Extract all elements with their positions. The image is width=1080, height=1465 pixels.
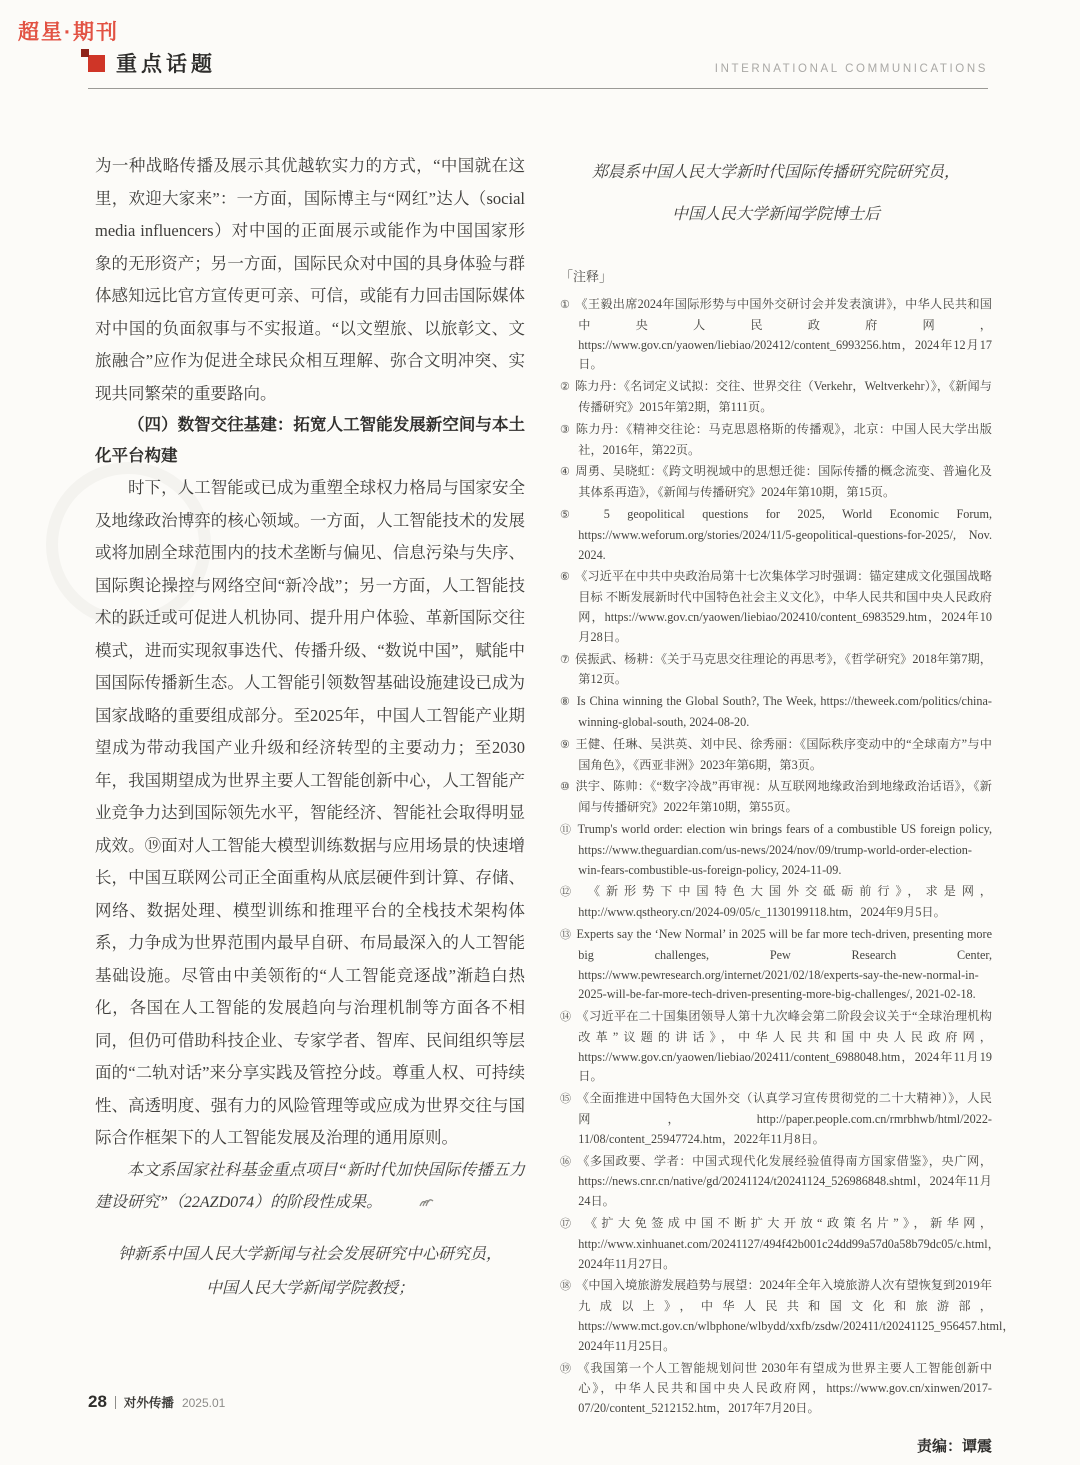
note-marker: ⑮	[560, 1093, 572, 1106]
note-marker: ⑬	[560, 928, 572, 941]
note-marker: ⑤	[560, 508, 585, 521]
note-marker: ⑧	[560, 696, 571, 709]
note-item: ⑯ 《多国政要、学者：中国式现代化发展经验值得南方国家借鉴》，央广网，https://news.cnr.cn/native/gd/20241124/t20241124_526986848.shtml，2024年11月24日。	[560, 1153, 993, 1209]
footer-divider	[115, 1396, 116, 1409]
funding-note	[95, 1155, 525, 1220]
notes-list	[560, 295, 1015, 1419]
left-column	[95, 150, 525, 1306]
note-marker: ⑩	[560, 781, 571, 794]
header-rule	[88, 88, 988, 89]
note-item: ④ 周勇、吴晓虹：《跨文明视域中的思想迁徙：国际传播的概念流变、普遍化及其体系再造》，《新闻与传播研究》2024年第10期，第15页。	[560, 464, 992, 500]
note-marker: ⑯	[560, 1155, 572, 1168]
note-marker: ②	[560, 381, 570, 394]
note-item: ② 陈力丹：《名词定义试拟：交往、世界交往（Verkehr，Weltverkehr）》，《新闻与传播研究》2015年第2期，第111页。	[560, 379, 992, 414]
small-red-square-icon	[81, 49, 89, 57]
note-marker: ⑲	[560, 1362, 572, 1375]
note-item: ⑲ 《我国第一个人工智能规划问世 2030年有望成为世界主要人工智能创新中心》，中华人民共和国中央人民政府网，https://www.gov.cn/xinwen/2017-07/20/content_5212152.htm，2017年7月20日。	[560, 1360, 993, 1416]
note-item: ① 《王毅出席2024年国际形势与中国外交研讨会并发表演讲》，中华人民共和国中央人民政府网，https://www.gov.cn/yaowen/liebiao/202412/content_6993256.htm，2024年12月17日。	[560, 297, 992, 372]
note-item: ⑩ 洪宇、陈帅：《“数字冷战”再审视：从互联网地缘政治到地缘政治话语》，《新闻与传播研究》2022年第10期，第55页。	[560, 779, 992, 815]
funding-note-text: 本文系国家社科基金重点项目“新时代加快国际传播五力建设研究”（22AZD074）的阶段性成果。	[95, 1161, 525, 1211]
editor-credit: 责编：谭震	[916, 1438, 992, 1456]
page-header	[88, 48, 988, 78]
note-marker: ⑫	[560, 886, 577, 899]
note-item: ⑦ 侯振武、杨耕：《关于马克思交往理论的再思考》，《哲学研究》2018年第7期，第12页。	[560, 651, 992, 687]
platform-watermark: 超星·期刊	[18, 21, 119, 44]
body-paragraph: 为一种战略传播及展示其优越软实力的方式，“中国就在这里，欢迎大家来”：一方面，国际博主与“网红”达人（social media influencers）对中国的正面展示或能作为中国国家形象的无形资产；另一方面，国际民众对中国的具身体验与群体感知远比官方宣传更可亲、可信，或能有力回击国际媒体对中国的负面叙事与不实报道。“以文塑旅、以旅彰文、文旅融合”应作为促进全球民众相互理解、弥合文明冲突、实现共同繁荣的重要路向。	[95, 156, 525, 403]
note-marker: ⑰	[560, 1218, 576, 1231]
author-affiliation-right	[560, 152, 992, 236]
note-marker: ⑦	[560, 653, 570, 666]
note-item: ⑬ Experts say the ‘New Normal’ in 2025 will be far more tech-driven, presenting more big challenges, Pew Research Center, https://www.pewresearch.org/internet/2021/02/18/experts-say-the-new-normal-in-2025-will-be-far-more-tech-driven-presenting-more-big-challenges/, 2021-02-18.	[560, 926, 992, 1002]
note-item: ⑭ 《习近平在二十国集团领导人第十九次峰会第二阶段会议关于“全球治理机构改革”议题的讲话》，中华人民共和国中央人民政府网，https://www.gov.cn/yaowen/liebiao/202411/content_6988048.htm，2024年11月19日。	[560, 1009, 992, 1084]
note-marker: ④	[560, 466, 571, 479]
journal-name: 对外传播	[123, 1396, 174, 1410]
note-marker: ③	[560, 423, 571, 436]
note-marker: ⑱	[560, 1280, 572, 1293]
body-paragraph: 时下，人工智能或已成为重塑全球权力格局与国家安全及地缘政治博弈的核心领域。一方面，人工智能技术的发展或将加剧全球范围内的技术垄断与偏见、信息污染与失序、国际舆论操控与网络空间“新冷战”；另一方面，人工智能技术的跃迁或可促进人机协同、提升用户体验、革新国际交往模式，进而实现叙事迭代、传播升级、“数说中国”，赋能中国国际传播新生态。人工智能引领数智基础设施建设已成为国家战略的重要组成部分。至2025年，中国人工智能产业期望成为带动我国产业升级和经济转型的主要动力；至2030年，我国期望成为世界主要人工智能创新中心，人工智能产业竞争力达到国际领先水平，智能经济、智能社会取得明显成效。⑲面对人工智能大模型训练数据与应用场景的快速增长，中国互联网公司正全面重构从底层硬件到计算、存储、网络、数据处理、模型训练和推理平台的全栈技术架构体系，力争成为世界范围内最早自研、布局最深入的人工智能基础设施。尽管由中美领衔的“人工智能竞逐战”渐趋白热化，各国在人工智能的发展趋向与治理机制等方面各不相同，但仍可借助科技企业、专家学者、智库、民间组织等层面的“二轨对话”来分享实践及管控分歧。尊重人权、可持续性、高透明度、强有力的风险管理等或应成为世界交往与国际合作框架下的人工智能发展及治理的通用原则。	[95, 478, 525, 1147]
note-item: ③ 陈力丹：《精神交往论：马克思恩格斯的传播观》，北京：中国人民大学出版社，2016年，第22页。	[560, 421, 992, 457]
journal-name-english: INTERNATIONAL COMMUNICATIONS	[714, 63, 988, 75]
note-item: ⑮ 《全面推进中国特色大国外交（认真学习宣传贯彻党的二十大精神）》，人民网，http://paper.people.com.cn/rmrbhwb/html/2022-11/08/content_25947724.htm，2022年11月8日。	[560, 1091, 992, 1146]
red-square-icon	[88, 55, 105, 72]
author-line: 中国人民大学新闻学院博士后	[671, 206, 880, 223]
note-item: ⑰ 《扩大免签成中国不断扩大开放“政策名片”》，新华网，http://www.xinhuanet.com/20241127/494f42b001c24dd99a57d0a58b79dc05/c.html，2024年11月27日。	[560, 1216, 1000, 1271]
note-item: ⑧ Is China winning the Global South?, The Week, https://theweek.com/politics/china-winning-global-south, 2024-08-20.	[560, 694, 992, 729]
notes-title: 「注释」	[560, 269, 613, 284]
note-item: ⑨ 王健、任琳、吴洪英、刘中民、徐秀丽：《国际秩序变动中的“全球南方”与中国角色》，《西亚非洲》2023年第6期，第3页。	[560, 736, 992, 772]
section-title: 重点话题	[116, 53, 216, 76]
author-line: 郑晨系中国人民大学新时代国际传播研究院研究员，	[591, 164, 960, 181]
author-affiliation-left	[95, 1238, 525, 1306]
section-heading: （四）数智交往基建：拓宽人工智能发展新空间与本土化平台构建	[95, 416, 525, 465]
note-item: ⑤ 5 geopolitical questions for 2025, World Economic Forum, https://www.weforum.org/stories/2024/11/5-geopolitical-questions-for-2025/, Nov. 2024.	[560, 506, 992, 562]
author-line: 钟新系中国人民大学新闻与社会发展研究中心研究员，	[117, 1245, 502, 1263]
page-number: 28	[88, 1392, 107, 1411]
note-item: ⑱ 《中国入境旅游发展趋势与展望：2024年全年入境旅游人次有望恢复到2019年九成以上》，中华人民共和国文化和旅游部，https://www.mct.gov.cn/wlbphone/wlbydd/xxfb/zsdw/202411/t20241125_956457.html，2024年11月25日。	[560, 1278, 1015, 1353]
author-line: 中国人民大学新闻学院教授；	[205, 1279, 414, 1297]
note-item: ⑥ 《习近平在中共中央政治局第十七次集体学习时强调：锚定建成文化强国战略目标 不断发展新时代中国特色社会主义文化》，中华人民共和国中央人民政府网，https://www.gov.cn/yaowen/liebiao/202410/content_6983529.htm，2024年10月28日。	[560, 569, 993, 644]
right-column	[560, 152, 1015, 1456]
note-item: ⑫ 《新形势下中国特色大国外交砥砺前行》，求是网，http://www.qstheory.cn/2024-09/05/c_1130199118.htm，2024年9月5日。	[560, 884, 992, 920]
note-item: ⑪ Trump's world order: election win brings fears of a combustible US foreign policy, https://www.theguardian.com/us-news/2024/nov/09/trump-world-order-election-win-fears-combustible-us-foreign-policy, 2024-11-09.	[560, 821, 993, 877]
page-footer	[88, 1392, 225, 1412]
note-marker: ⑭	[560, 1011, 572, 1024]
note-marker: ①	[560, 299, 571, 311]
note-marker: ⑪	[560, 823, 572, 836]
note-marker: ⑥	[560, 571, 570, 584]
issue-number: 2025.01	[181, 1396, 226, 1410]
end-of-article-icon	[387, 1188, 434, 1220]
note-marker: ⑨	[560, 738, 571, 751]
section-badge	[88, 48, 216, 78]
